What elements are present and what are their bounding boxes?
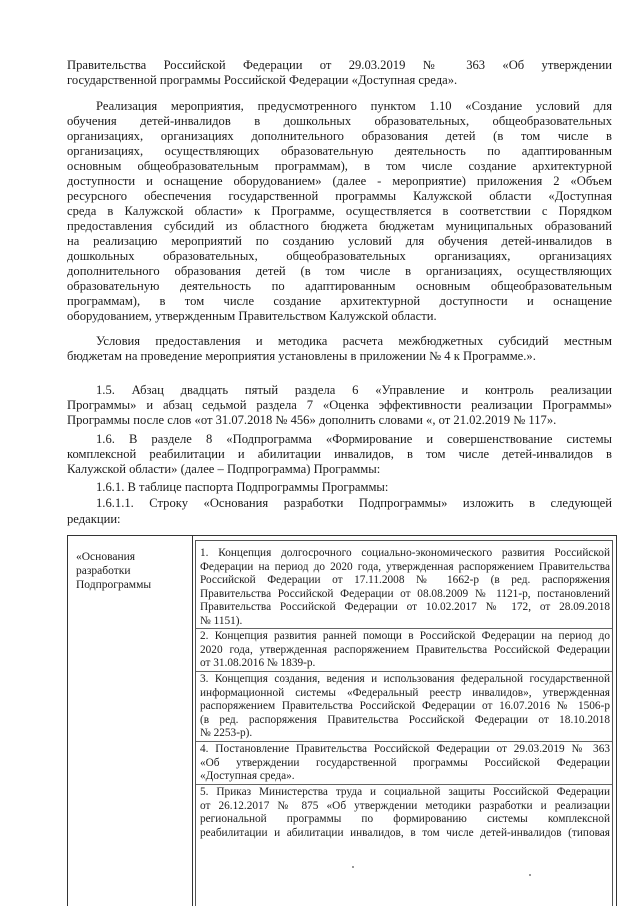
text-line: дошкольных образовательных, общеобразовательных организациях, организациях: [67, 249, 612, 263]
text-line: Реализация мероприятия, предусмотренного пунктом 1.10 «Создание условий для: [96, 99, 612, 113]
text-line: среда в Калужской области» к Программе, осуществляется в соответствии с Порядком: [67, 204, 612, 218]
table-line: «Доступная среда».: [200, 770, 295, 783]
text-line: редакции:: [67, 512, 121, 526]
table-line: распоряжением Правительства Российской Федерации от 16.07.2016 № 1506-р: [200, 700, 610, 713]
text-line: государственной программы Российской Федерации «Доступная среда».: [67, 73, 458, 87]
scan-speck: [529, 874, 531, 876]
table-line: 2. Концепция развития ранней помощи в Российской Федерации на период до: [200, 630, 610, 642]
table-row-separator: [196, 784, 612, 785]
text-line: Программы» и абзац седьмой раздела 7 «Оценка эффективности реализации Программы»: [67, 398, 612, 412]
table-line: (в ред. распоряжения Правительства Российской Федерации от 18.10.2018: [200, 713, 610, 726]
table-line: информационной системы «Федеральный реестр инвалидов», утвержденная: [200, 686, 610, 699]
text-line: предоставления субсидий из областного бюджета бюджетам муниципальных образований: [67, 219, 612, 233]
scan-speck: [352, 866, 354, 868]
table-line: реабилитации и абилитации инвалидов, в том числе детей-инвалидов (типовая: [200, 826, 610, 839]
table-line: от 26.12.2017 № 875 «Об утверждении методики разработки и реализации: [200, 799, 610, 812]
table-line: 4. Постановление Правительства Российской Федерации от 29.03.2019 № 363: [200, 743, 610, 755]
table-row-separator: [196, 741, 612, 742]
table-line: региональной программы по формированию системы комплексной: [200, 813, 610, 826]
text-line: программам), в том числе создание архитектурной доступности и оснащение: [67, 294, 612, 308]
table-line: 2020 года, утвержденная распоряжением Правительства Российской Федерации: [200, 643, 610, 656]
text-line: 1.5. Абзац двадцать пятый раздела 6 «Управление и контроль реализации: [96, 383, 612, 397]
text-line: 1.6.1. В таблице паспорта Подпрограммы Программы:: [96, 480, 389, 494]
text-line: Условия предоставления и методика расчета межбюджетных субсидий местным: [96, 334, 612, 348]
table-line: Правительства Российской Федерации от 08.08.2009 № 1121-р, постановлений: [200, 587, 610, 600]
text-line: организациях, организациях дополнительного образования детей (в том числе в: [67, 129, 612, 143]
table-line: 1. Концепция долгосрочного социально-экономического развития Российской: [200, 547, 610, 559]
text-line: на реализацию мероприятий по созданию условий для обучения детей-инвалидов в: [67, 234, 612, 248]
table-line: 5. Приказ Министерства труда и социальной защиты Российской Федерации: [200, 786, 610, 798]
text-line: Программы после слов «от 31.07.2018 № 456» дополнить словами «, от 21.02.2019 № 117».: [67, 413, 557, 427]
text-line: ресурсного обеспечения государственной программы Калужской области «Доступная: [67, 189, 612, 203]
table-line: Правительства Российской Федерации от 10.02.2017 № 172, от 28.09.2018: [200, 601, 610, 614]
table-line: от 31.08.2016 № 1839-р.: [200, 657, 316, 670]
table-line: Федерации на период до 2020 года, утвержденная распоряжением Правительства: [200, 560, 610, 573]
text-line: 1.6.1.1. Строку «Основания разработки Подпрограммы» изложить в следующей: [96, 496, 612, 510]
text-line: основным общеобразовательным программам), в том числе создание архитектурной: [67, 159, 612, 173]
table-line: Российской Федерации от 17.11.2008 № 1662-р (в ред. распоряжения: [200, 574, 610, 587]
text-line: образовательную деятельность по адаптированным основным общеобразовательным: [67, 279, 612, 293]
text-line: доступности и оснащение оборудованием» (далее - мероприятие) приложения 2 «Объем: [67, 174, 612, 188]
table-cell-content: [195, 540, 613, 906]
table-line: 3. Концепция создания, ведения и использования федеральной государственной: [200, 673, 610, 685]
table-line: «Об утверждении государственной программы Российской Федерации: [200, 756, 610, 769]
table-column-divider: [192, 536, 193, 906]
table-row-separator: [196, 628, 612, 629]
text-line: оборудованием, утвержденным Правительством Калужской области.: [67, 309, 437, 323]
text-line: 1.6. В разделе 8 «Подпрограмма «Формирование и совершенствование системы: [96, 432, 612, 446]
table-cell-label: «Основания разработки Подпрограммы: [76, 551, 152, 591]
text-line: бюджетам на проведение мероприятия установлены в приложении № 4 к Программе.».: [67, 349, 536, 363]
text-line: Калужской области» (далее – Подпрограмма) Программы:: [67, 462, 381, 476]
text-line: организациях, осуществляющих образовательную деятельность по адаптированным: [67, 144, 612, 158]
table-line: № 1151).: [200, 615, 243, 627]
passport-table: [67, 535, 617, 906]
text-line: обучения детей-инвалидов в дошкольных образовательных, общеобразовательных: [67, 114, 612, 128]
table-line: № 2253-р).: [200, 727, 253, 740]
text-line: комплексной реабилитации и абилитации инвалидов, в том числе детей-инвалидов в: [67, 447, 612, 461]
table-row-separator: [196, 671, 612, 672]
text-line: Правительства Российской Федерации от 29.03.2019 № 363 «Об утверждении: [67, 58, 612, 72]
text-line: дополнительного образования детей (в том числе в организациях, осуществляющих: [67, 264, 612, 278]
